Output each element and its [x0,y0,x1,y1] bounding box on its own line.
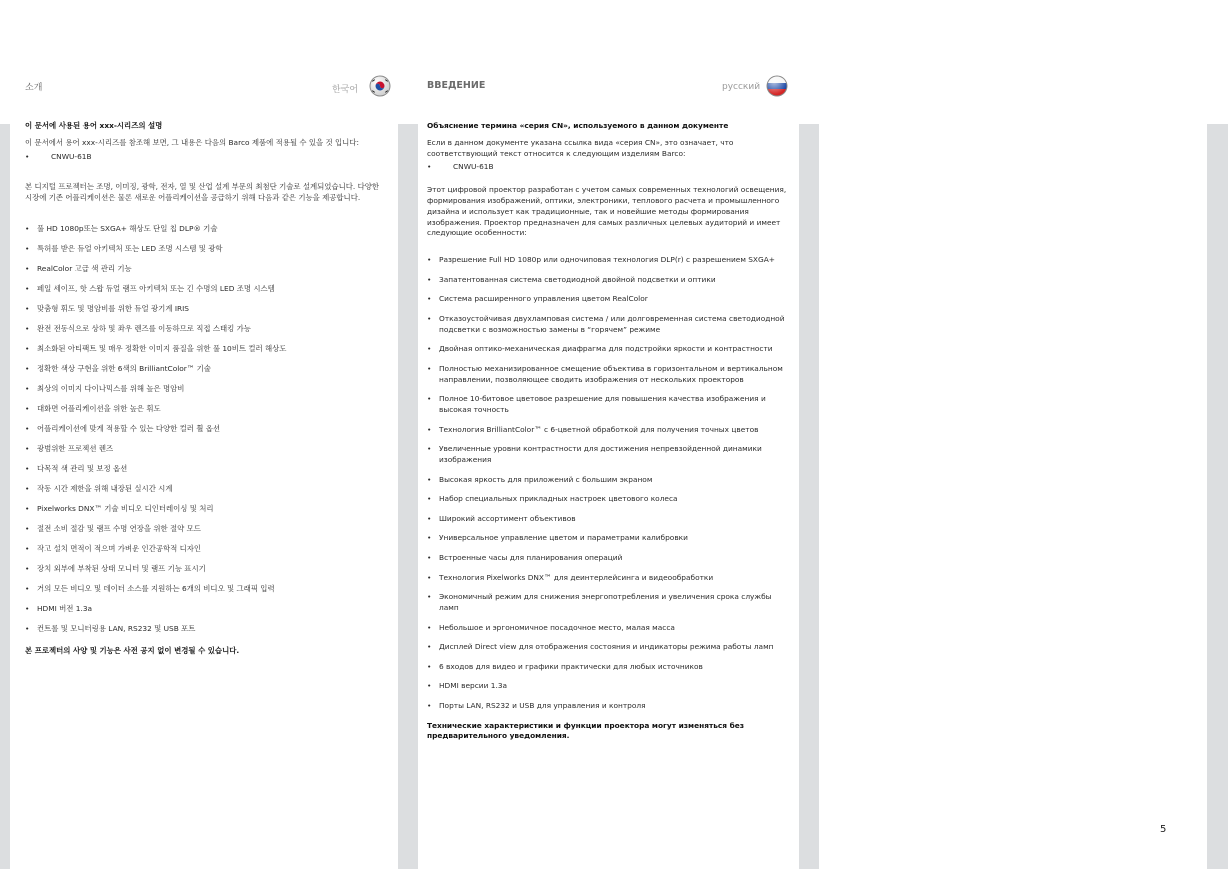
russian-feature-text: 6 входов для видео и графики практически для любых источников [439,661,703,671]
bullet: • [427,681,432,691]
bullet: • [427,474,432,484]
bullet: • [25,383,30,393]
russian-feature-item [427,553,791,564]
russian-feature-text: Технология Pixelworks DNX™ для деинтерлейсинга и видеообработки [439,572,714,582]
bullet: • [427,533,432,543]
korean-feature-item [25,584,387,604]
korean-feature-text: 장치 외부에 부착된 상태 모니터 및 램프 기능 표시기 [37,563,206,573]
russian-feature-text: HDMI версии 1.3a [439,681,508,691]
korean-feature-item [25,264,387,284]
korean-feature-item [25,524,387,544]
russian-section-title: ВВЕДЕНИЕ [427,80,486,91]
korean-feature-item [25,244,387,264]
russian-paragraph: Если в данном документе указана ссылка вида «серия CN», это означает, что соответствующий текст относится к следующим изделиям Barco: [427,137,734,158]
bullet: • [25,583,30,593]
bullet: • [427,313,432,323]
bullet: • [25,563,30,573]
bullet: • [25,503,30,513]
korean-feature-item [25,564,387,584]
korean-feature-text: 어플리케이션에 맞게 적용할 수 있는 다양한 컬러 휠 옵션 [37,423,221,433]
korean-model-item [25,152,387,163]
bullet: • [427,344,432,354]
korean-feature-item [25,464,387,484]
bullet: • [427,701,432,711]
bullet: • [427,642,432,652]
korean-feature-item [25,544,387,564]
russian-feature-item [427,314,791,336]
bullet: • [25,151,30,161]
left-margin-strip [0,124,10,869]
russian-feature-item [427,444,791,466]
russian-feature-item [427,701,791,712]
russian-feature-text: Небольшое и эргономичное посадочное место, малая масса [439,622,675,632]
russian-feature-text: Разрешение Full HD 1080p или одночиповая технология DLP(r) с разрешением SXGA+ [439,255,775,265]
korean-feature-item [25,324,387,344]
korean-feature-text: 작고 설치 면적이 적으며 가벼운 인간공학적 디자인 [37,543,202,553]
russian-feature-item [427,425,791,436]
bullet: • [427,592,432,602]
bullet: • [427,494,432,504]
bullet: • [427,274,432,284]
korean-feature-item [25,224,387,244]
russian-feature-text: Встроенные часы для планирования операций [439,553,623,563]
korean-feature-text: HDMI 버전 1.3a [37,603,93,613]
bullet: • [25,223,30,233]
korean-feature-text: 최소화된 아티팩트 및 매우 정확한 이미지 품질을 위한 풀 10비트 컬러 해상도 [37,343,287,353]
korean-feature-text: RealColor 고급 색 관리 기능 [37,263,132,273]
russian-feature-item [427,662,791,673]
korean-feature-text: 대화면 어플리케이션을 위한 높은 휘도 [37,403,161,413]
russian-feature-text: Запатентованная система светодиодной двойной подсветки и оптики [439,274,716,284]
korean-heading: 이 문서에 사용된 용어 xxx-시리즈의 설명 [25,121,163,130]
russian-feature-item [427,294,791,305]
bullet: • [25,423,30,433]
bullet: • [25,363,30,373]
russian-feature-item [427,681,791,692]
korean-feature-text: 컨트롤 및 모니터링용 LAN, RS232 및 USB 포트 [37,623,196,633]
korean-closing-note: 본 프로젝터의 사양 및 기능은 사전 공지 없이 변경될 수 있습니다. [25,645,240,655]
bullet: • [427,424,432,434]
russian-heading: Объяснение термина «серия CN», используемого в данном документе [427,121,729,130]
korean-feature-text: 거의 모든 비디오 및 데이터 소스를 지원하는 6개의 비디오 및 그래픽 입력 [37,583,275,593]
korean-feature-text: 다목적 색 관리 및 보정 옵션 [37,463,128,473]
russian-feature-text: Дисплей Direct view для отображения состояния и индикаторы режима работы ламп [439,642,774,652]
center-left-strip [398,124,418,869]
bullet: • [427,162,432,172]
bullet: • [427,444,432,454]
bullet: • [427,363,432,373]
russian-closing-note: Технические характеристики и функции проектора могут изменяться без предварительного уведомления. [427,720,745,741]
bullet: • [25,543,30,553]
russian-feature-item [427,475,791,486]
bullet: • [25,403,30,413]
bullet: • [427,622,432,632]
russian-feature-item [427,275,791,286]
korean-feature-item [25,284,387,304]
korean-feature-item [25,444,387,464]
korean-feature-text: 맞춤형 휘도 및 명암비를 위한 듀얼 광기계 IRIS [37,303,190,313]
russian-feature-item [427,592,791,614]
korean-feature-item [25,604,387,624]
korean-feature-list [25,224,387,644]
korean-feature-item [25,384,387,404]
korean-section-title: 소개 [25,83,43,93]
russian-intro: Этот цифровой проектор разработан с учетом самых современных технологий освещения, формирования изображений, оптики, электроники, теплового расчета и промышленного дизайна и использует как традиционные, так и новейшие методы формирования изображения. Проектор предназначен для самых различных целевых аудиторий и имеет следующие особенности: [427,185,787,238]
russia-flag-icon [766,75,788,97]
korean-feature-item [25,424,387,444]
korean-feature-text: 광범위한 프로젝션 렌즈 [37,443,114,453]
bullet: • [25,283,30,293]
russian-feature-text: Набор специальных прикладных настроек цветового колеса [439,494,678,504]
page-number: 5 [1160,824,1167,835]
korean-feature-text: 작동 시간 제한을 위해 내장된 실시간 시계 [37,483,173,493]
bullet: • [25,263,30,273]
bullet: • [25,523,30,533]
korean-feature-item [25,364,387,384]
russian-model-name: CNWU-61B [453,162,494,172]
russian-feature-item [427,642,791,653]
korean-column [25,121,387,657]
korean-feature-text: 페일 세이프, 핫 스왑 듀얼 램프 아키텍처 또는 긴 수명의 LED 조명 시스템 [37,283,275,293]
korean-model-name: CNWU-61B [51,151,92,161]
russian-feature-text: Система расширенного управления цветом RealColor [439,294,648,304]
korean-feature-text: 최상의 이미지 다이나믹스를 위해 높은 명암비 [37,383,185,393]
bullet: • [427,572,432,582]
korean-paragraph: 이 문서에서 용어 xxx-시리즈를 참조해 보면, 그 내용은 다음의 Barco 제품에 적용될 수 있을 것 입니다: [25,137,359,147]
korean-feature-item [25,504,387,524]
bullet: • [25,343,30,353]
korean-feature-item [25,484,387,504]
bullet: • [25,463,30,473]
right-margin-strip [1207,124,1228,869]
russian-feature-text: Широкий ассортимент объективов [439,513,576,523]
russian-feature-text: Отказоустойчивая двухламповая система / или долговременная система светодиодной подсветки с возможностью замены в “горячем” режиме [439,313,785,334]
russian-feature-list [427,255,791,712]
korean-feature-text: 완전 전동식으로 상하 및 좌우 렌즈를 이동하므로 직접 스태킹 가능 [37,323,251,333]
bullet: • [427,394,432,404]
korean-feature-item [25,624,387,644]
bullet: • [25,443,30,453]
korean-feature-text: 풀 HD 1080p또는 SXGA+ 해상도 단일 칩 DLP® 기술 [37,223,218,233]
russian-language-label: русский [722,82,761,92]
korean-feature-text: Pixelworks DNX™ 기술 비디오 디인터레이싱 및 처리 [37,503,214,513]
bullet: • [25,623,30,633]
korean-feature-item [25,304,387,324]
korean-language-label: 한국어 [332,85,359,95]
russian-feature-item [427,623,791,634]
bullet: • [25,303,30,313]
russian-feature-item [427,255,791,266]
russian-feature-text: Полное 10-битовое цветовое разрешение для повышения качества изображения и высокая точность [439,394,766,415]
korean-feature-item [25,404,387,424]
bullet: • [427,553,432,563]
russian-feature-item [427,573,791,584]
bullet: • [427,294,432,304]
bullet: • [427,661,432,671]
russian-feature-text: Полностью механизированное смещение объектива в горизонтальном и вертикальном направлении, позволяющее сводить изображения от нескольких проекторов [439,363,783,384]
russian-feature-text: Экономичный режим для снижения энергопотребления и увеличения срока службы ламп [439,592,772,613]
bullet: • [25,323,30,333]
bullet: • [427,255,432,265]
russian-feature-item [427,533,791,544]
russian-feature-item [427,514,791,525]
bullet: • [427,513,432,523]
russian-feature-text: Универсальное управление цветом и параметрами калибровки [439,533,688,543]
russian-feature-item [427,344,791,355]
bullet: • [25,243,30,253]
russian-feature-text: Технология BrilliantColor™ с 6-цветной обработкой для получения точных цветов [439,424,759,434]
russian-model-item [427,162,791,173]
bullet: • [25,603,30,613]
russian-feature-text: Высокая яркость для приложений с большим экраном [439,474,653,484]
russian-feature-text: Увеличенные уровни контрастности для достижения непревзойденной динамики изображения [439,444,762,465]
korean-feature-item [25,344,387,364]
korean-feature-text: 정확한 색상 구현을 위한 6색의 BrilliantColor™ 기술 [37,363,211,373]
korean-intro: 본 디지털 프로젝터는 조명, 이미징, 광학, 전자, 열 및 산업 설계 부문의 최첨단 기술로 설계되었습니다. 다양한 시장에 기존 어플리케이션은 물론 새로운 어플리케이션을 공급하기 위해 다음과 같은 기능을 제공합니다. [25,182,379,203]
russian-feature-item [427,494,791,505]
russian-column [427,121,791,742]
russian-feature-text: Порты LAN, RS232 и USB для управления и контроля [439,701,646,711]
korea-flag-icon [369,75,391,97]
bullet: • [25,483,30,493]
korean-feature-text: 특허를 받은 듀얼 아키텍처 또는 LED 조명 시스템 및 광학 [37,243,223,253]
center-right-strip [799,124,819,869]
russian-feature-item [427,394,791,416]
russian-feature-text: Двойная оптико-механическая диафрагма для подстройки яркости и контрастности [439,344,773,354]
korean-feature-text: 절전 소비 절감 및 램프 수명 연장을 위한 절약 모드 [37,523,201,533]
russian-feature-item [427,364,791,386]
